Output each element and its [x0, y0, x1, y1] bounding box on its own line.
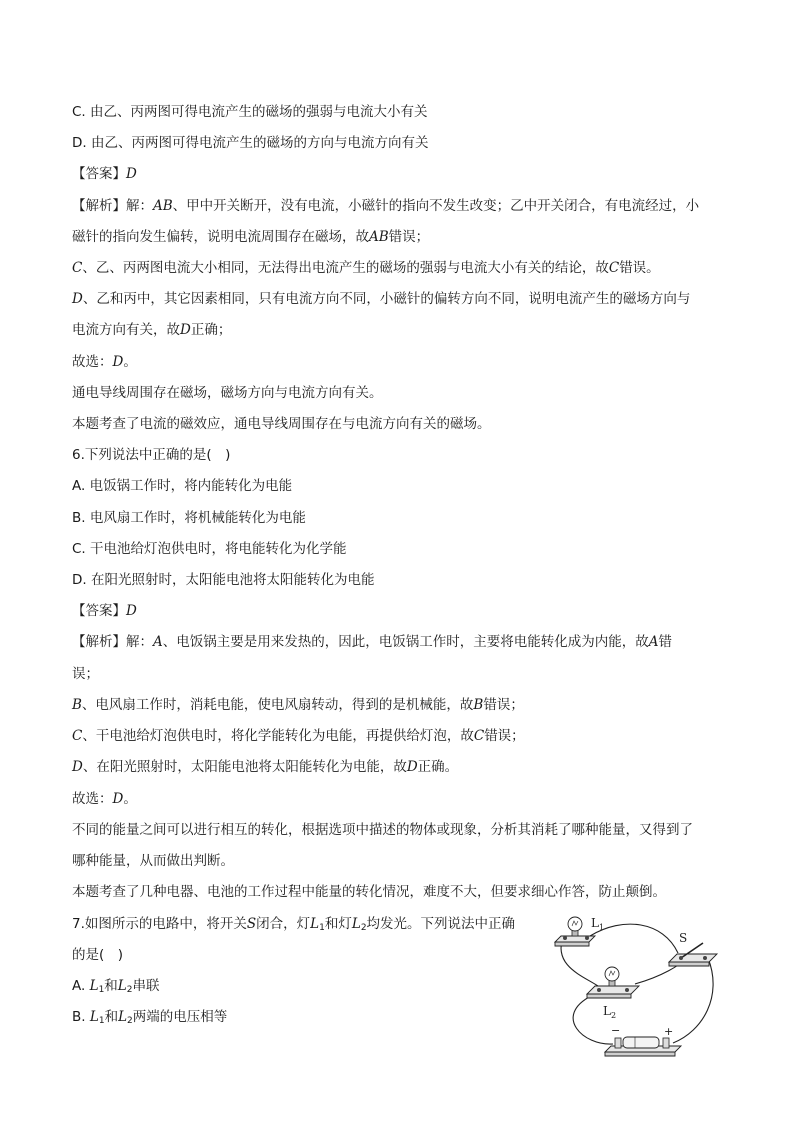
- q7-stem-line-2: 的是( ): [72, 947, 124, 963]
- answer-tag: 【答案】: [72, 603, 126, 619]
- text: 和: [104, 1009, 119, 1025]
- q7-stem-line-1: [72, 914, 515, 938]
- text: 、干电池给灯泡供电时，将化学能转化为电能，再提供给灯泡，故: [82, 728, 474, 744]
- circuit-figure: [543, 906, 728, 1066]
- math: D: [112, 791, 124, 807]
- math: AB: [369, 229, 389, 245]
- math: B: [473, 697, 484, 713]
- math: L: [117, 978, 127, 994]
- label-minus: −: [611, 1024, 621, 1037]
- subscript: 2: [360, 923, 367, 933]
- q5-summary: 本题考查了电流的磁效应，通电导线周围存在与电流方向有关的磁场。: [72, 416, 491, 432]
- text: 、在阳光照射时，太阳能电池将太阳能转化为电能，故: [82, 759, 407, 775]
- text: 两端的电压相等: [132, 1009, 228, 1025]
- subscript: 2: [127, 1016, 133, 1026]
- text: 解：: [126, 634, 153, 650]
- q6-point-line-2: 哪种能量，从而做出判断。: [72, 853, 234, 869]
- text: A.: [72, 978, 90, 994]
- q6-analysis-line-5: [72, 757, 458, 777]
- q6-point-line-1: 不同的能量之间可以进行相互的转化，根据选项中描述的物体或现象，分析其消耗了哪种能量，又得到了: [72, 822, 693, 838]
- q5-analysis-line-5: [72, 320, 231, 340]
- subscript: 1: [98, 1016, 105, 1026]
- q5-option-d: D. 由乙、丙两图可得电流产生的磁场的方向与电流方向有关: [72, 135, 429, 151]
- q5-analysis-line-4: [72, 289, 690, 309]
- math: AB: [153, 198, 173, 214]
- q5-point: 通电导线周围存在磁场，磁场方向与电流方向有关。: [72, 385, 383, 401]
- subscript: 1: [319, 923, 325, 933]
- lamp-l2: [587, 967, 639, 998]
- q5-answer: [72, 164, 137, 184]
- math: L: [351, 916, 361, 932]
- text: 、电饭锅主要是用来发热的，因此，电饭锅工作时，主要将电能转化成为内能，故: [162, 634, 649, 650]
- q6-answer: [72, 601, 137, 621]
- math: D: [72, 759, 83, 775]
- subscript: 1: [98, 985, 105, 995]
- text: 错误；: [484, 728, 525, 744]
- text: 故选：: [72, 354, 113, 370]
- answer-value: D: [126, 603, 137, 619]
- text: 解：: [126, 198, 153, 214]
- label-s: S: [679, 931, 688, 945]
- text: 正确；: [190, 322, 232, 338]
- answer-tag: 【答案】: [72, 166, 126, 182]
- label-l1: $L_1$: [591, 916, 605, 932]
- text: 、甲中开关断开，没有电流，小磁针的指向不发生改变；乙中开关闭合，有电流经过，小: [172, 198, 700, 214]
- math: A: [648, 634, 659, 650]
- q7-option-a: [72, 976, 160, 1000]
- math: B: [72, 697, 82, 713]
- text: 、乙、丙两图电流大小相同，无法得出电流产生的磁场的强弱与电流大小有关的结论，故: [82, 260, 609, 276]
- math: A: [153, 634, 163, 650]
- text: 。: [123, 791, 137, 807]
- math: L: [118, 1009, 128, 1025]
- text: 7.如图所示的电路中，将开关: [72, 916, 247, 932]
- answer-value: D: [126, 166, 137, 182]
- text: 串联: [132, 978, 160, 994]
- text: 错: [658, 634, 672, 650]
- q5-analysis-line-2: [72, 227, 429, 247]
- text: 磁针的指向发生偏转，说明电流周围存在磁场，故: [72, 229, 369, 245]
- q6-analysis-line-1: [72, 632, 672, 652]
- q6-option-d: D. 在阳光照射时，太阳能电池将太阳能转化为电能: [72, 572, 375, 588]
- text: 、电风扇工作时，消耗电能，使电风扇转动，得到的是机械能，故: [81, 697, 474, 713]
- text: 。: [123, 354, 137, 370]
- text: 正确。: [417, 759, 459, 775]
- q6-choose: [72, 789, 137, 809]
- math: C: [72, 728, 83, 744]
- math: D: [72, 291, 83, 307]
- q6-analysis-line-4: [72, 726, 525, 746]
- label-plus: +: [664, 1025, 674, 1038]
- math: C: [72, 260, 83, 276]
- q6-stem: 6.下列说法中正确的是( ): [72, 447, 231, 463]
- lamp-l1: [555, 917, 595, 946]
- text: 错误。: [619, 260, 660, 276]
- analysis-tag: 【解析】: [72, 634, 126, 650]
- q6-option-b: B. 电风扇工作时，将机械能转化为电能: [72, 510, 306, 526]
- math: D: [112, 354, 124, 370]
- q6-analysis-line-3: [72, 695, 524, 715]
- q7-option-b: [72, 1007, 227, 1031]
- text: 闭合，灯: [256, 916, 311, 932]
- math: D: [180, 322, 191, 338]
- text: 和: [104, 978, 118, 994]
- q5-analysis-line-3: [72, 258, 660, 278]
- q6-option-a: A. 电饭锅工作时，将内能转化为电能: [72, 478, 293, 494]
- text: 均发光。下列说法中正确: [366, 916, 516, 932]
- math: L: [89, 1009, 99, 1025]
- q5-choose: [72, 352, 137, 372]
- text: 故选：: [72, 791, 113, 807]
- subscript: 2: [126, 985, 133, 995]
- math: C: [473, 728, 485, 744]
- math: S: [246, 916, 257, 932]
- math: L: [89, 978, 99, 994]
- text: 、乙和丙中，其它因素相同，只有电流方向不同，小磁针的偏转方向不同，说明电流产生的磁场方向与: [82, 291, 691, 307]
- q6-analysis-line-2: 误；: [72, 666, 99, 682]
- text: B.: [72, 1009, 90, 1025]
- text: 错误；: [483, 697, 524, 713]
- math: L: [310, 916, 320, 932]
- text: 和灯: [324, 916, 352, 932]
- q5-option-c: C. 由乙、丙两图可得电流产生的磁场的强弱与电流大小有关: [72, 104, 428, 120]
- q6-summary: 本题考查了几种电器、电池的工作过程中能量的转化情况，难度不大，但要求细心作答，防止颠倒。: [72, 884, 666, 900]
- q6-option-c: C. 干电池给灯泡供电时，将电能转化为化学能: [72, 541, 347, 557]
- text: 错误；: [388, 229, 430, 245]
- math: D: [406, 759, 418, 775]
- q5-analysis-line-1: [72, 196, 699, 216]
- text: 电流方向有关，故: [72, 322, 180, 338]
- analysis-tag: 【解析】: [72, 198, 126, 214]
- label-l2: $L_2$: [603, 1004, 617, 1020]
- math: C: [608, 260, 620, 276]
- battery: [605, 1037, 681, 1056]
- wire-switch-to-battery: [673, 958, 713, 1043]
